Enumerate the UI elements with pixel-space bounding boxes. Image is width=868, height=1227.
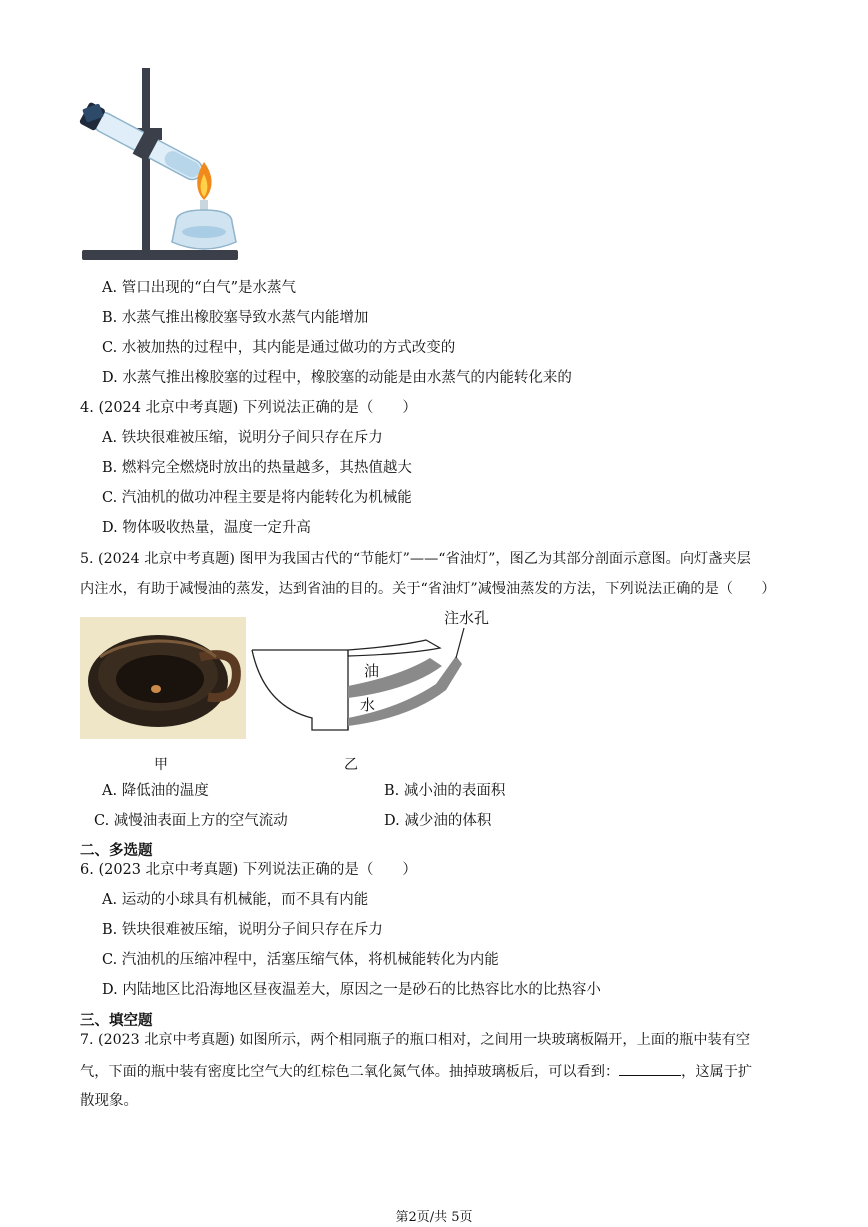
label-oil: 油 [364,662,380,680]
q4-option-b: B. 燃料完全燃烧时放出的热量越多，其热值越大 [102,460,412,476]
q3-option-d: D. 水蒸气推出橡胶塞的过程中，橡胶塞的动能是由水蒸气的内能转化来的 [102,370,572,386]
q7-line1: 7. (2023 北京中考真题) 如图所示，两个相同瓶子的瓶口相对，之间用一块玻璃板隔开，上面的瓶中装有空 [80,1032,751,1048]
q7-line2 [80,1061,752,1082]
q3-option-b: B. 水蒸气推出橡胶塞导致水蒸气内能增加 [102,310,369,326]
q3-option-c: C. 水被加热的过程中，其内能是通过做功的方式改变的 [102,340,456,356]
caption-yi: 乙 [344,757,358,773]
q5-stem-line1: 5. (2024 北京中考真题) 图甲为我国古代的“节能灯”——“省油灯”，图乙为其部分剖面示意图。向灯盏夹层 [80,551,751,567]
bowl-outline [252,650,348,730]
oil-lamp-photo [80,617,246,739]
stand-base [82,250,238,260]
q6-option-a: A. 运动的小球具有机械能，而不具有内能 [102,892,369,908]
q4-stem: 4. (2024 北京中考真题) 下列说法正确的是（ ） [80,400,417,416]
lamp-wick [200,200,208,210]
q4-option-d: D. 物体吸收热量，温度一定升高 [102,520,311,536]
q5-option-d: D. 减少油的体积 [384,813,492,829]
label-water-hole: 注水孔 [444,609,490,627]
section-heading-multiple-choice: 二、多选题 [80,843,153,859]
test-tube-apparatus-figure [78,66,248,270]
q6-option-c: C. 汽油机的压缩冲程中，活塞压缩气体，将机械能转化为内能 [102,952,499,968]
q7-line3: 散现象。 [80,1093,138,1109]
q4-option-c: C. 汽油机的做功冲程主要是将内能转化为机械能 [102,490,412,506]
q6-stem: 6. (2023 北京中考真题) 下列说法正确的是（ ） [80,862,417,878]
caption-jia: 甲 [154,757,168,773]
q7-line2-after: ，这属于扩 [681,1064,753,1080]
q7-answer-blank[interactable] [619,1061,681,1076]
page-footer: 第2页/共 5页 [395,1210,473,1225]
q5-option-a: A. 降低油的温度 [102,783,209,799]
q5-option-b: B. 减小油的表面积 [384,783,506,799]
section-heading-fill-blank: 三、填空题 [80,1013,153,1029]
q5-option-c: C. 减慢油表面上方的空气流动 [94,813,288,829]
q3-option-a: A. 管口出现的“白气”是水蒸气 [102,280,297,296]
q6-option-b: B. 铁块很难被压缩，说明分子间只存在斥力 [102,922,383,938]
label-water: 水 [360,696,376,714]
q6-option-d: D. 内陆地区比沿海地区昼夜温差大，原因之一是砂石的比热容比水的比热容小 [102,982,601,998]
q5-stem-line2: 内注水，有助于减慢油的蒸发，达到省油的目的。关于“省油灯”减慢油蒸发的方法，下列说法正确的是（ ） [80,581,776,597]
q4-option-a: A. 铁块很难被压缩，说明分子间只存在斥力 [102,430,383,446]
q7-line2-before: 气，下面的瓶中装有密度比空气大的红棕色二氧化氮气体。抽掉玻璃板后，可以看到： [80,1064,620,1080]
hole-pointer [456,628,464,658]
